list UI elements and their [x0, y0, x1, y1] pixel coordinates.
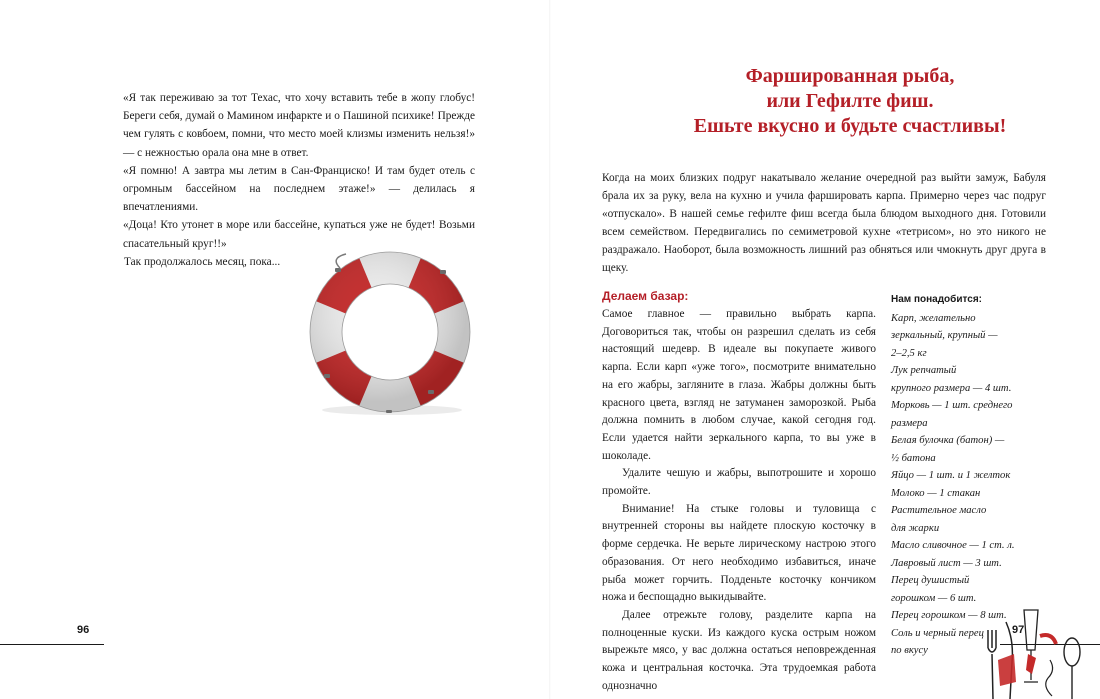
page-number: 96	[77, 624, 90, 636]
ingredient-line: Перец горошком — 8 шт.	[891, 610, 1007, 621]
ingredients-heading: Нам понадобится:	[891, 294, 982, 305]
ingredient-line: Лавровый лист — 3 шт.	[891, 557, 1002, 569]
ingredient-line: Соль и черный перец	[891, 627, 984, 639]
intro-paragraph: Так продолжалось месяц, пока...	[124, 255, 281, 268]
intro-paragraph: «Я так переживаю за тот Техас, что хочу вставить тебе в жопу глобус! Береги себя, думай о Мамином инфаркте и о Пашиной психике! Прежде чем гулять с ковбоем, помни, что место моей клизмы изменить нельзя!» — с нежностью орала она мне в ответ.	[123, 92, 475, 159]
ingredient-line: для жарки	[891, 522, 940, 534]
ingredient-line: по вкусу	[891, 645, 928, 656]
ingredient-line: Белая булочка (батон) —	[891, 435, 1005, 446]
ingredient-line: Перец душистый	[891, 575, 970, 586]
ingredient-line: размера	[891, 417, 928, 429]
body-paragraph: Внимание! На стыке головы и туловища с внутренней стороны вы найдете плоскую косточку в форме сердечка. Не верьте лирическому настрою этого образования. От него необходимо избавиться, иначе рыба может горчить. Подденьте косточку кончиком ножа и беспощадно выкидывайте.	[602, 502, 876, 604]
ingredient-line: 2–2,5 кг	[891, 347, 927, 359]
body-paragraph: Удалите чешую и жабры, выпотрошите и хорошо промойте.	[602, 467, 876, 498]
lead-paragraph: Когда на моих близких подруг накатывало желание очередной раз выйти замуж, Бабуля брала их за руку, вела на кухню и учила фаршировать карпа. Примерно через час подруг «отпускало». В нашей семье гефилте фиш всегда была блюдом выходного дня. Готовили всем семейством. Передвигались по семиметровой кухне «тетрисом», но это никого не раздражало. Наоборот, была возможность лишний раз обняться или чмокнуть друг друга в щеку.	[602, 172, 1046, 274]
intro-paragraph: «Доца! Кто утонет в море или бассейне, купаться уже не будет! Возьми спасательный круг!!»	[123, 219, 475, 250]
ingredient-line: Морковь — 1 шт. среднего	[891, 400, 1013, 411]
ingredient-line: Молоко — 1 стакан	[891, 487, 981, 499]
section-heading: Делаем базар:	[602, 289, 689, 303]
ingredient-line: горошком — 6 шт.	[891, 592, 977, 604]
body-paragraph: Далее отрежьте голову, разделите карпа на полноценные куски. Из каждого куска острым ножом вырежьте мясо, у вас должна остаться неповрежденная кожа и центральная косточка. Эта трудоемкая работа однозначно	[602, 608, 876, 692]
intro-text	[123, 89, 475, 271]
right-page	[550, 0, 1100, 699]
ingredient-line: Яйцо — 1 шт. и 1 желток	[891, 470, 1011, 481]
title-line: Ешьте вкусно и будьте счастливы!	[693, 115, 1007, 137]
page-number: 97	[1012, 624, 1025, 636]
ingredient-line: Масло сливочное — 1 ст. л.	[891, 540, 1015, 551]
ingredient-line: Растительное масло	[891, 505, 987, 516]
title-line: или Гефилте фиш.	[766, 90, 934, 112]
cutlery-illustration	[980, 600, 1100, 699]
life-buoy-illustration	[300, 248, 480, 418]
ingredient-line: Карп, желательно	[891, 312, 976, 324]
lead-text	[602, 170, 1046, 277]
ingredient-line: крупного размера — 4 шт.	[891, 382, 1012, 394]
recipe-body	[602, 306, 876, 695]
footer-rule	[0, 644, 104, 645]
title-line: Фаршированная рыба,	[745, 65, 955, 87]
intro-paragraph: «Я помню! А завтра мы летим в Сан-Франциско! И там будет отель с огромным бассейном на последнем этаже!» — делилась я впечатлениями.	[123, 164, 475, 214]
ingredient-line: зеркальный, крупный —	[891, 330, 998, 341]
ingredient-line: Лук репчатый	[891, 365, 957, 376]
body-paragraph: Самое главное — правильно выбрать карпа. Договориться так, чтобы он разрешил сделать из себя настоящий шедевр. В идеале вы покупаете живого карпа. Если карп «уже того», посмотрите внимательно на его жабры, загляните в глаза. Жабры должны быть красного цвета, взгляд не затуманен заморозкой. Рыба должна помнить в любом случае, какой сегодня год. Если удается найти зеркального карпа, то вы уже в шоколаде.	[602, 308, 876, 462]
ingredient-line: ½ батона	[891, 452, 936, 464]
recipe-title	[630, 64, 1070, 139]
